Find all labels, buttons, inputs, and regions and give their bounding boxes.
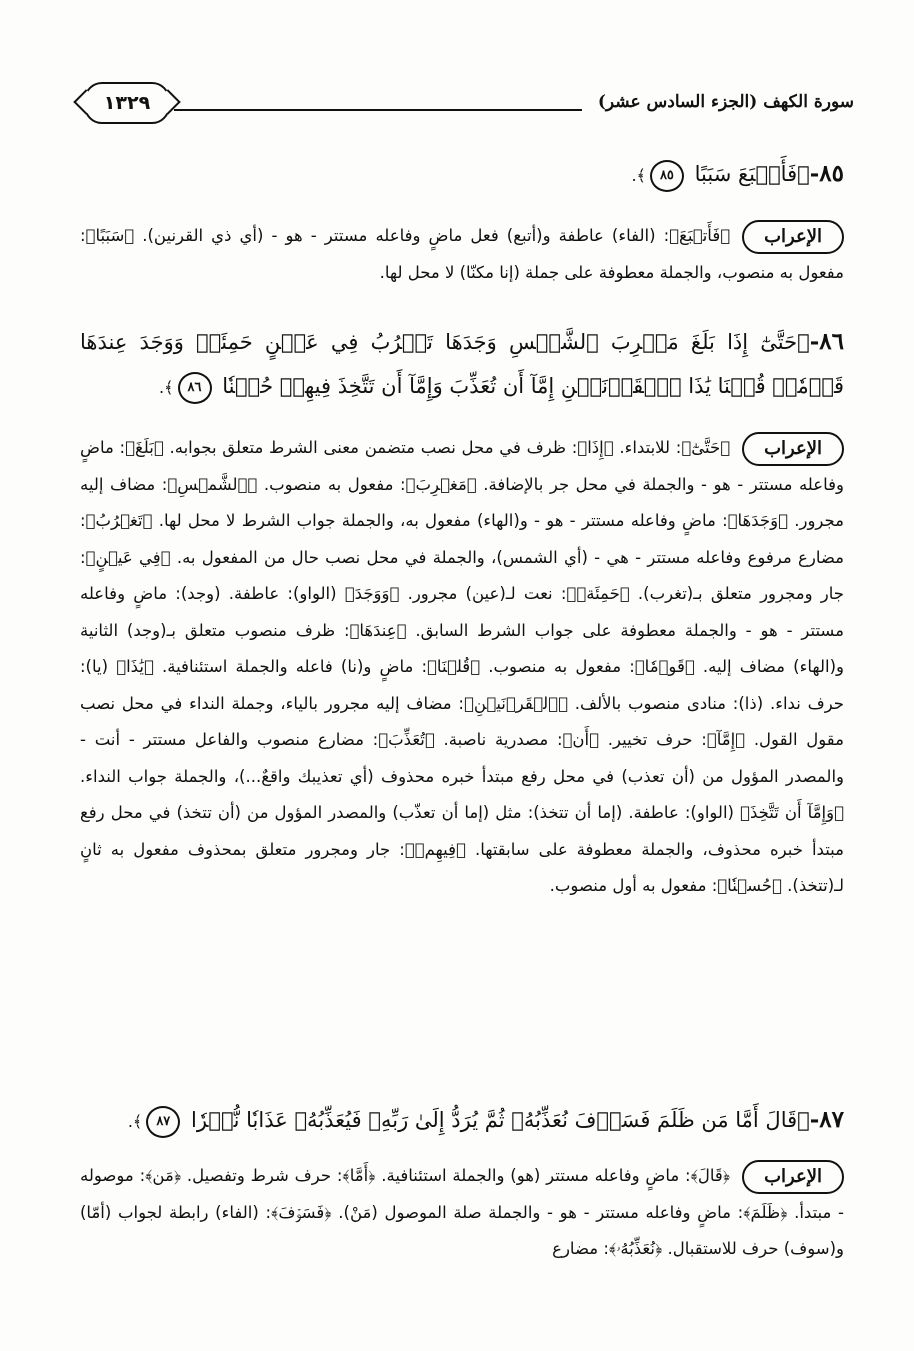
verse-end-marker: ٨٧ [146, 1106, 180, 1138]
irab-section-86 [80, 430, 844, 905]
page-header [84, 82, 854, 122]
closing-bracket-ornament: ﴾. [127, 1112, 143, 1131]
irab-text: ﴿حَتَّىٰٓ﴾: للابتداء. ﴿إِذَا﴾: ظرف في محل نصب متضمن معنى الشرط متعلق بجوابه. ﴿بَلَغَ﴾: ماضٍ وفاعله مستتر - هو - والجملة في محل جر بالإضافة. ﴿مَغۡرِبَ﴾: مفعول به منصوب. ﴿ٱلشَّمۡسِ﴾: مضاف إليه مجرور. ﴿وَجَدَهَا﴾: ماضٍ وفاعله مستتر - هو - و(الهاء) مفعول به، والجملة جواب الشرط لا محل لها. ﴿تَغۡرُبُ﴾: مضارع مرفوع وفاعله مستتر - هي - (أي الشمس)، والجملة في محل نصب حال من المفعول به. ﴿فِي عَيۡنٍ﴾: جار ومجرور متعلق بـ(تغرب). ﴿حَمِئَةٖ﴾: نعت لـ(عين) مجرور. ﴿وَوَجَدَ﴾ (الواو): عاطفة. (وجد): ماضٍ وفاعله مستتر - هو - والجملة معطوفة على جواب الشرط السابق. ﴿عِندَهَا﴾: ظرف منصوب متعلق بـ(وجد) الثانية و(الهاء) مضاف إليه. ﴿قَوۡمٗا﴾: مفعول به منصوب. ﴿قُلۡنَا﴾: ماضٍ و(نا) فاعله والجملة استئنافية. ﴿يَٰذَا﴾ (يا): حرف نداء. (ذا): منادى منصوب بالألف. ﴿ٱلۡقَرۡنَيۡنِ﴾: مضاف إليه مجرور بالياء، وجملة النداء في محل نصب مقول القول. ﴿إِمَّآ﴾: حرف تخيير. ﴿أَن﴾: مصدرية ناصبة. ﴿تُعَذِّبَ﴾: مضارع منصوب والفاعل مستتر - أنت - والمصدر المؤول من (أن تعذب) في محل رفع مبتدأ خبره محذوف (أي تعذيبك واقعٌ...)، والجملة جواب النداء. ﴿وَإِمَّآ أَن تَتَّخِذَ﴾ (الواو): عاطفة. (إما أن تتخذ): مثل (إما أن تعذّب) والمصدر المؤول من (أن تتخذ) في محل رفع مبتدأ خبره محذوف، والجملة معطوفة على سابقتها. ﴿فِيهِمۡ﴾: جار ومجرور متعلق بمحذوف مفعول به ثانٍ لـ(تتخذ). ﴿حُسۡنٗا﴾: مفعول به أول منصوب. [80, 438, 844, 895]
closing-bracket-ornament: ﴾. [159, 378, 174, 397]
verse-end-marker: ٨٦ [178, 372, 212, 404]
irab-label-badge: الإعراب [742, 1160, 844, 1194]
header-rule [174, 109, 582, 111]
running-title: سورة الكهف (الجزء السادس عشر) [597, 92, 854, 112]
verse-text: ﴿فَأَتۡبَعَ سَبَبًا [694, 162, 810, 186]
irab-text: ﴿فَأَتۡبَعَ﴾: (الفاء) عاطفة و(أتبع) فعل ماضٍ وفاعله مستتر - هو - (أي ذي القرنين). ﴿سَبَبًا﴾: مفعول به منصوب، والجملة معطوفة على جملة (إنا مكنّا) لا محل لها. [80, 226, 844, 282]
irab-text: ﴿قَالَ﴾: ماضٍ وفاعله مستتر (هو) والجملة استئنافية. ﴿أَمَّا﴾: حرف شرط وتفصيل. ﴿مَن﴾: موصوله - مبتدأ. ﴿ظَلَمَ﴾: ماضٍ وفاعله مستتر - هو - والجملة صلة الموصول (مَنْ). ﴿فَسَوۡفَ﴾: (الفاء) رابطة لجواب (أمّا) و(سوف) حرف للاستقبال. ﴿نُعَذِّبُهُۥ﴾: مضارع [80, 1166, 844, 1258]
closing-bracket-ornament: ﴾. [631, 166, 646, 185]
irab-label-badge: الإعراب [742, 220, 844, 254]
irab-section-85 [80, 218, 844, 291]
verse-end-marker: ٨٥ [650, 160, 684, 192]
irab-label-badge: الإعراب [742, 432, 844, 466]
verse-number: ٨٥- [809, 160, 844, 187]
verse-87 [80, 1098, 844, 1144]
irab-section-87 [80, 1158, 844, 1268]
verse-number: ٨٦- [809, 328, 844, 355]
page-number: ١٣٢٩ [103, 92, 151, 114]
verse-text: ﴿حَتَّىٰٓ إِذَا بَلَغَ مَغۡرِبَ ٱلشَّمۡسِ وَجَدَهَا تَغۡرُبُ فِي عَيۡنٍ حَمِئَةٖ وَوَجَدَ عِندَهَا قَوۡمٗاۗ قُلۡنَا يَٰذَا ٱلۡقَرۡنَيۡنِ إِمَّآ أَن تُعَذِّبَ وَإِمَّآ أَن تَتَّخِذَ فِيهِمۡ حُسۡنٗا [80, 330, 844, 398]
verse-number: ٨٧- [809, 1106, 844, 1133]
verse-85 [80, 152, 844, 198]
verse-text: ﴿قَالَ أَمَّا مَن ظَلَمَ فَسَوۡفَ نُعَذِّبُهُۥ ثُمَّ يُرَدُّ إِلَىٰ رَبِّهِۦ فَيُعَذِّبُهُۥ عَذَابٗا نُّكۡرٗا [191, 1108, 810, 1132]
verse-86 [80, 320, 844, 410]
page-number-frame [84, 82, 170, 124]
